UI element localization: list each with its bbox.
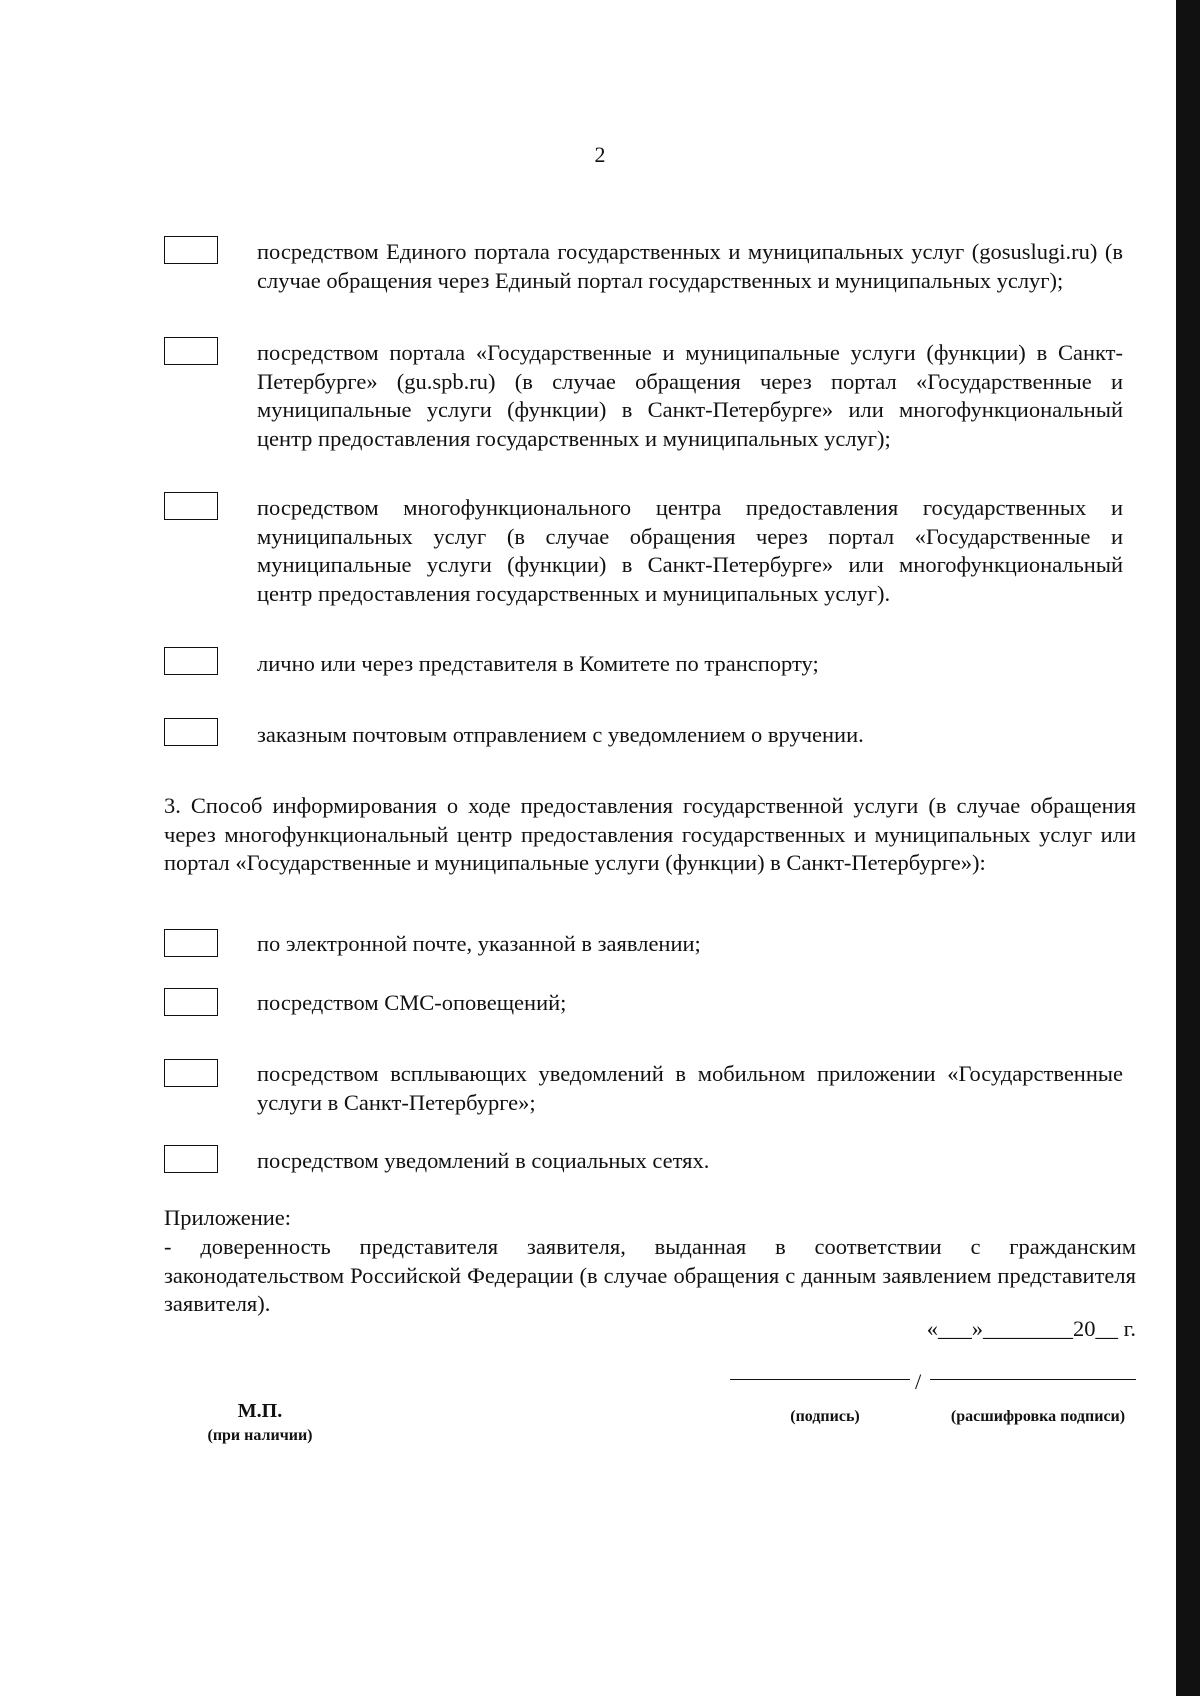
signature-caption: (подпись)	[790, 1408, 860, 1425]
option-delivery-in-person: лично или через представителя в Комитете по транспорту;	[257, 651, 819, 676]
scan-edge-shadow	[1176, 0, 1200, 1696]
signature-decoding-line[interactable]	[930, 1379, 1136, 1380]
date-field[interactable]: «___»________20__ г.	[926, 1316, 1136, 1341]
checkbox-delivery-in-person[interactable]	[164, 647, 218, 675]
checkbox-inform-email[interactable]	[164, 929, 218, 957]
option-delivery-gosuslugi: посредством Единого портала государственных и муниципальных услуг (gosuslugi.ru) (в случае обращения через Единый портал государственных и муниципальных услуг);	[257, 239, 1123, 293]
signature-separator: /	[915, 1369, 922, 1394]
checkbox-delivery-gosuslugi[interactable]	[164, 236, 218, 264]
attachment-text: - доверенность представителя заявителя, выданная в соответствии с гражданским законодательством Российской Федерации (в случае обращения с данным заявлением представителя заявителя).	[164, 1234, 1136, 1316]
stamp-block	[200, 1400, 320, 1445]
option-inform-push: посредством всплывающих уведомлений в мобильном приложении «Государственные услуги в Санкт-Петербурге»;	[257, 1061, 1123, 1115]
signature-line[interactable]	[730, 1379, 910, 1380]
checkbox-inform-sms[interactable]	[164, 988, 218, 1016]
option-inform-email: по электронной почте, указанной в заявлении;	[257, 931, 701, 956]
section3-heading: 3. Способ информирования о ходе предоставления государственной услуги (в случае обращения через многофункциональный центр предоставления государственных и муниципальных услуг или портал «Государственные и муниципальные услуги (функции) в Санкт-Петербурге»):	[164, 793, 1136, 875]
option-inform-sms: посредством СМС-оповещений;	[257, 990, 567, 1015]
attachment-heading: Приложение:	[164, 1205, 292, 1230]
signature-decoding-caption: (расшифровка подписи)	[950, 1408, 1126, 1425]
option-inform-social: посредством уведомлений в социальных сетях.	[257, 1148, 710, 1173]
stamp-label: М.П.	[237, 1400, 283, 1422]
checkbox-inform-social[interactable]	[164, 1145, 218, 1173]
checkbox-delivery-gu-spb[interactable]	[164, 337, 218, 365]
option-delivery-gu-spb: посредством портала «Государственные и муниципальные услуги (функции) в Санкт-Петербурге» (gu.spb.ru) (в случае обращения через портал «Государственные и муниципальные услуги (функции) в Санкт-Петербурге» или многофункциональный центр предоставления государственных и муниципальных услуг);	[257, 340, 1123, 451]
option-delivery-mail: заказным почтовым отправлением с уведомлением о вручении.	[257, 722, 864, 747]
stamp-note: (при наличии)	[207, 1427, 313, 1444]
checkbox-inform-push[interactable]	[164, 1059, 218, 1087]
page-number: 2	[594, 142, 606, 167]
checkbox-delivery-mail[interactable]	[164, 718, 218, 746]
checkbox-delivery-mfc[interactable]	[164, 492, 218, 520]
option-delivery-mfc: посредством многофункционального центра предоставления государственных и муниципальных услуг (в случае обращения через портал «Государственные и муниципальные услуги (функции) в Санкт-Петербурге» или многофункциональный центр предоставления государственных и муниципальных услуг).	[257, 495, 1123, 606]
